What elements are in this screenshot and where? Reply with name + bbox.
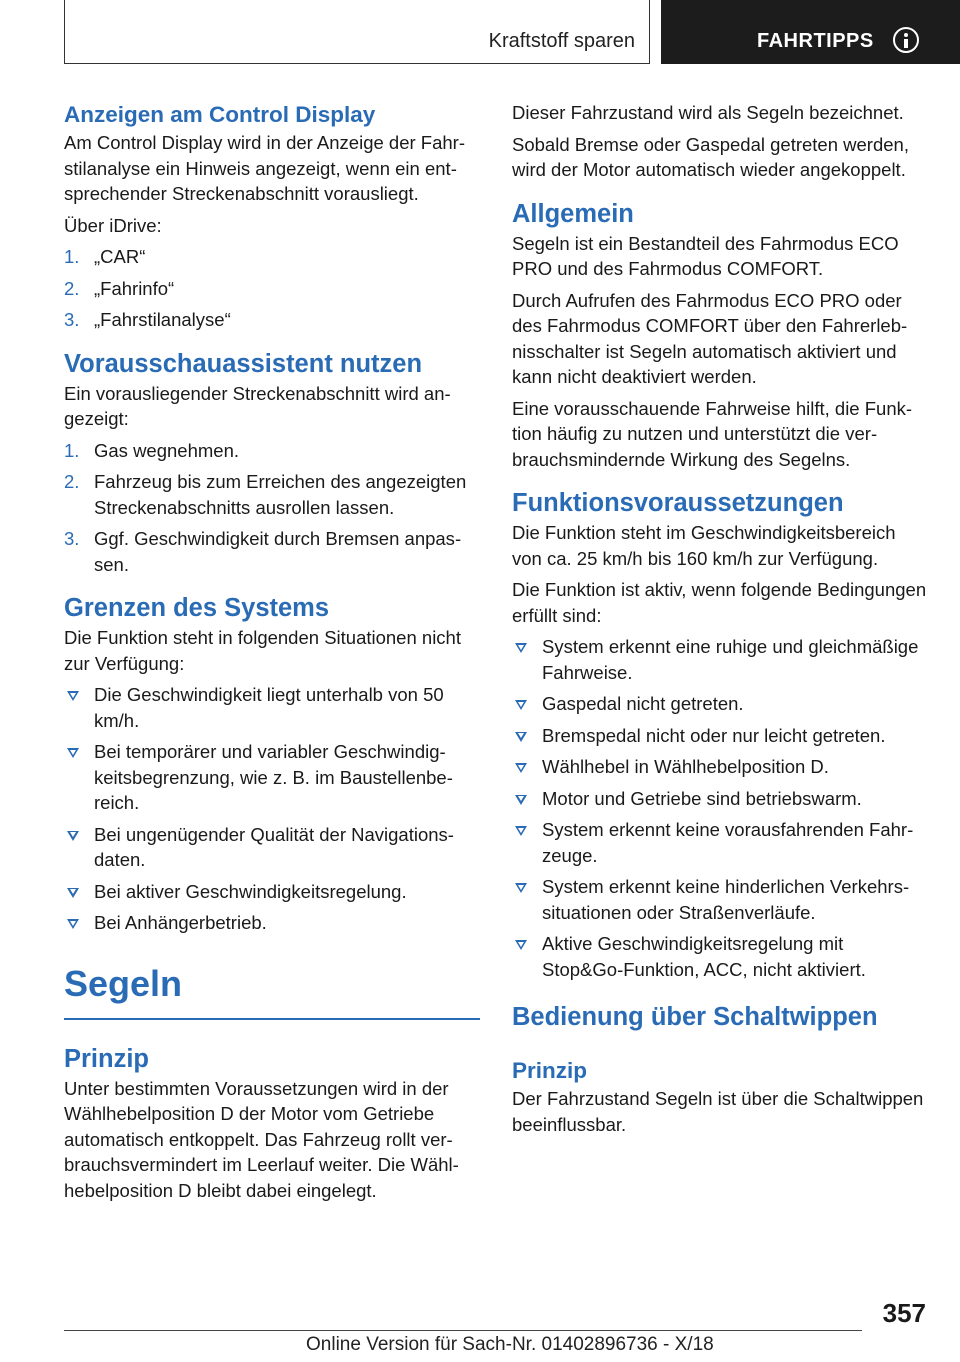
list-item: 1. Gas wegnehmen. — [64, 439, 240, 461]
limits-list — [64, 682, 480, 936]
list-item: Bei ungenügender Qualität der Navigationsdaten. — [64, 822, 480, 873]
assistant-steps — [64, 438, 480, 578]
list-item: Aktive Geschwindigkeitsregelung mit Stop&Go-Funktion, ACC, nicht aktiviert. — [512, 931, 928, 982]
bullet-triangle-icon — [67, 691, 79, 701]
paragraph-general-3: Eine vorausschauende Fahrweise hilft, die Funktion häufig zu nutzen und unterstützt die verbrauchsmindernde Wirkung des Segelns. — [512, 397, 913, 470]
paragraph-general-1: Segeln ist ein Bestandteil des Fahrmodus ECO PRO und des Fahrmodus COMFORT. — [512, 232, 899, 279]
list-item: Wählhebel in Wählhebelposition D. — [512, 754, 928, 780]
heading-general: Allgemein — [512, 199, 634, 228]
bullet-triangle-icon — [515, 732, 527, 742]
paragraph-requirements-1: Die Funktion steht im Geschwindigkeitsbereich von ca. 25 km/h bis 160 km/h zur Verfügung. — [512, 522, 896, 569]
heading-segeln: Segeln — [64, 962, 480, 1020]
list-item: System erkennt eine ruhige und gleichmäßige Fahrweise. — [512, 634, 928, 685]
footer-divider — [64, 1330, 862, 1331]
paragraph-brake: Sobald Bremse oder Gaspedal getreten werden, wird der Motor automatisch wieder angekoppelt. — [512, 133, 909, 180]
bullet-triangle-icon — [67, 831, 79, 841]
section-title: Kraftstoff sparen — [488, 30, 635, 52]
heading-requirements: Funktionsvoraussetzungen — [512, 489, 844, 517]
paragraph-requirements-2: Die Funktion ist aktiv, wenn folgende Bedingungen erfüllt sind: — [512, 579, 927, 626]
list-item: Bremspedal nicht oder nur leicht getreten. — [512, 723, 928, 749]
bullet-triangle-icon — [515, 795, 527, 805]
paragraph-prinzip: Unter bestimmten Voraussetzungen wird in der Wählhebelposition D der Motor vom Getriebe automatisch entkoppelt. Das Fahrzeug rollt verbrauchsvermindert im Leerlauf weiter. Die Wählhebelposition D bleibt dabei eingelegt. — [64, 1077, 459, 1201]
page-header — [64, 0, 960, 64]
bullet-triangle-icon — [67, 888, 79, 898]
bullet-triangle-icon — [515, 826, 527, 836]
paragraph-control-display: Am Control Display wird in der Anzeige der Fahrstilanalyse ein Hinweis angezeigt, wenn ein entsprechender Streckenabschnitt vorausliegt. — [64, 132, 466, 204]
heading-control-display: Anzeigen am Control Display — [64, 102, 376, 127]
list-item: 2. „Fahrinfo“ — [64, 277, 175, 299]
list-item: Bei Anhängerbetrieb. — [64, 910, 480, 936]
paragraph-general-2: Durch Aufrufen des Fahrmodus ECO PRO oder des Fahrmodus COMFORT über den Fahrerlebnisschalter ist Segeln automatisch aktiviert und kann nicht deaktiviert werden. — [512, 289, 908, 387]
paragraph-state: Dieser Fahrzustand wird als Segeln bezeichnet. — [512, 102, 904, 123]
list-item: 3. Ggf. Geschwindigkeit durch Bremsen anpassen. — [64, 528, 462, 575]
bullet-triangle-icon — [515, 763, 527, 773]
heading-prinzip: Prinzip — [64, 1044, 150, 1073]
requirements-list — [512, 634, 928, 982]
heading-assistant: Vorausschauassistent nutzen — [64, 349, 423, 378]
paragraph-system-limits: Die Funktion steht in folgenden Situationen nicht zur Verfügung: — [64, 627, 461, 674]
chapter-title: FAHRTIPPS — [757, 30, 874, 52]
bullet-triangle-icon — [67, 748, 79, 758]
list-item: 2. Fahrzeug bis zum Erreichen des angezeigten Streckenabschnitts ausrollen lassen. — [64, 471, 467, 518]
chapter-tab — [661, 0, 960, 64]
list-item: System erkennt keine vorausfahrenden Fahrzeuge. — [512, 817, 928, 868]
heading-shift-paddles: Bedienung über Schaltwippen — [512, 1003, 878, 1031]
idrive-steps — [64, 244, 480, 333]
info-icon — [893, 27, 919, 53]
list-item: Bei temporärer und variabler Geschwindigkeitsbegrenzung, wie z. B. im Baustellenbereich. — [64, 739, 480, 816]
paragraph-assistant: Ein vorausliegender Streckenabschnitt wird angezeigt: — [64, 382, 451, 429]
online-version-text: Online Version für Sach-Nr. 01402896736 - X/18 — [306, 1334, 714, 1355]
bullet-triangle-icon — [67, 919, 79, 929]
section-tab — [64, 0, 650, 64]
list-item: System erkennt keine hinderlichen Verkehrssituationen oder Straßenverläufe. — [512, 874, 928, 925]
bullet-triangle-icon — [515, 883, 527, 893]
list-item: 3. „Fahrstilanalyse“ — [64, 309, 231, 330]
heading-prinzip-2: Prinzip — [512, 1058, 588, 1083]
page-number: 357 — [882, 1298, 926, 1328]
paragraph-idrive: Über iDrive: — [64, 214, 162, 236]
list-item: Gaspedal nicht getreten. — [512, 691, 928, 717]
left-column — [64, 100, 480, 1209]
paragraph-shift-paddles: Der Fahrzustand Segeln ist über die Schaltwippen beeinflussbar. — [512, 1088, 924, 1135]
right-column — [512, 100, 928, 1143]
list-item: Die Geschwindigkeit liegt unterhalb von 50 km/h. — [64, 682, 480, 733]
bullet-triangle-icon — [515, 643, 527, 653]
list-item: Motor und Getriebe sind betriebswarm. — [512, 786, 928, 812]
bullet-triangle-icon — [515, 940, 527, 950]
heading-system-limits: Grenzen des Systems — [64, 594, 330, 622]
bullet-triangle-icon — [515, 700, 527, 710]
list-item: Bei aktiver Geschwindigkeitsregelung. — [64, 879, 480, 905]
list-item: 1. „CAR“ — [64, 246, 146, 267]
